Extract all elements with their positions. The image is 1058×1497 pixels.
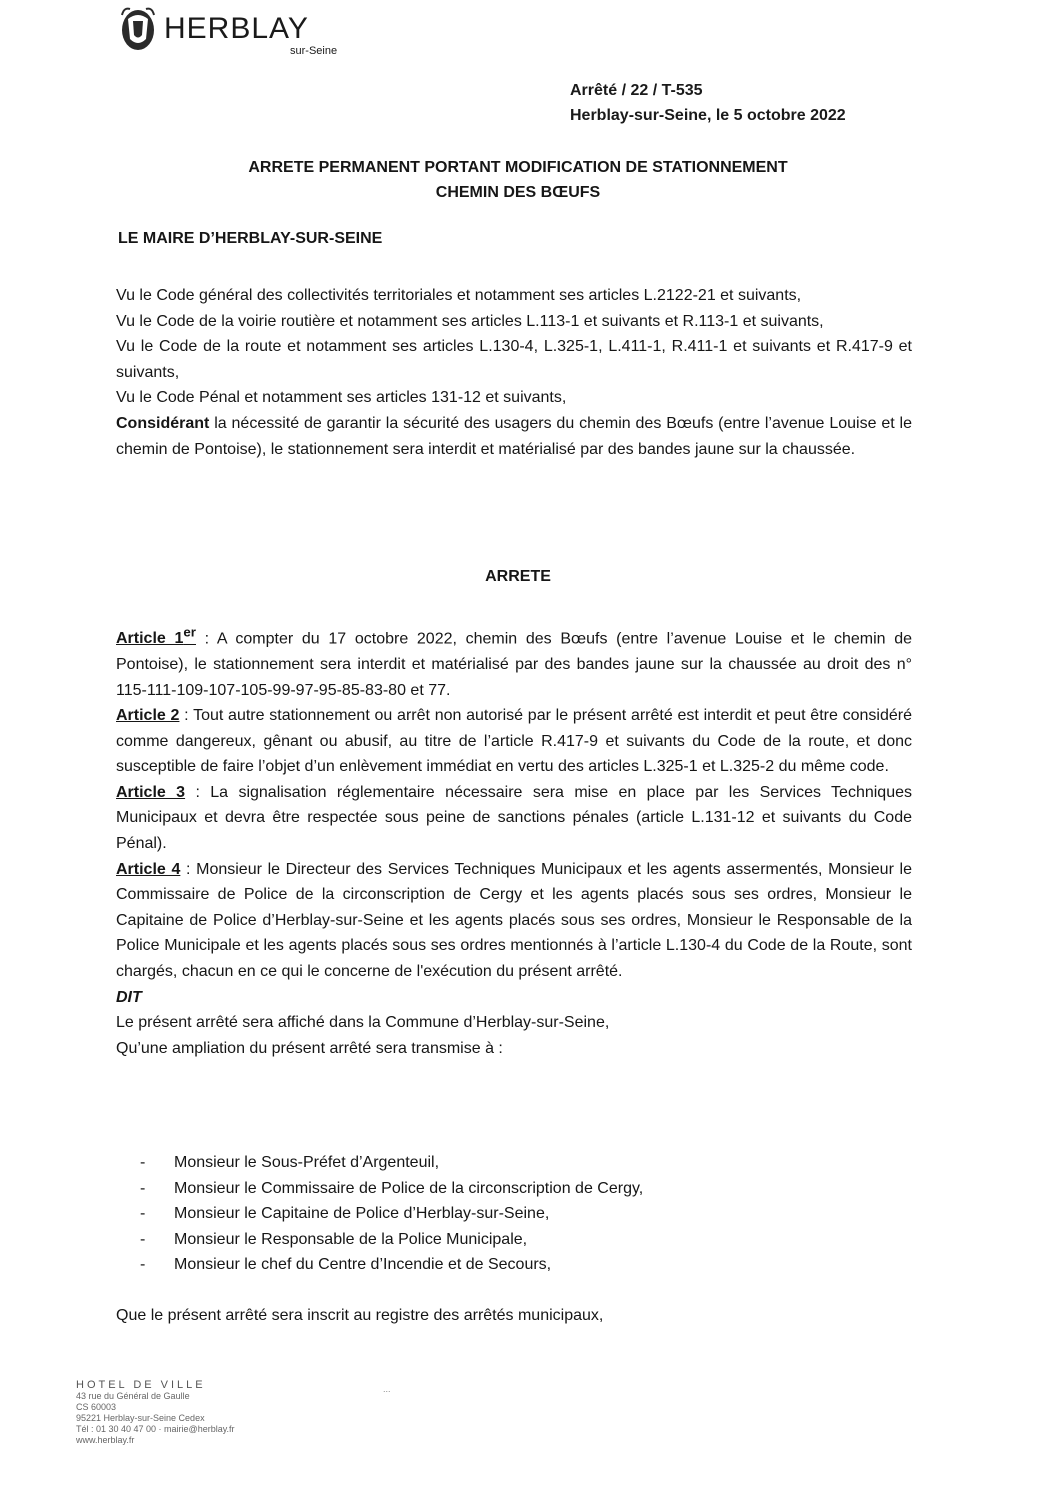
list-item: - Monsieur le Commissaire de Police de la circonscription de Cergy, <box>140 1179 644 1197</box>
article-text: : Monsieur le Directeur des Services Techniques Municipaux et les agents assermentés, Monsieur le Commissaire de Police de la circonscription de Cergy et les agents placés sous ses ordres, Monsieur le Capitaine de Police d’Herblay-sur-Seine et les agents placés sous ses ordres, Monsieur le Responsable de la Police Municipale et les agents placés sous ses ordres mentionnés à l’article L.130-4 du Code de la Route, sont chargés, chacun en ce qui le concerne de l'exécution du présent arrêté. <box>116 860 913 981</box>
considerant-label: Considérant <box>116 414 210 432</box>
recipients-list <box>140 1150 643 1278</box>
footer-line: www.herblay.fr <box>76 1435 135 1445</box>
dit-line-1: Le présent arrêté sera affiché dans la Commune d’Herblay-sur-Seine, <box>116 1014 610 1032</box>
title-line-2: CHEMIN DES BŒUFS <box>435 184 601 201</box>
decree-number: Arrêté / 22 / T-535 <box>570 82 703 99</box>
article-2 <box>116 703 912 780</box>
footer-line: Tél : 01 30 40 47 00 · mairie@herblay.fr <box>76 1424 235 1434</box>
footer-address <box>76 1380 235 1446</box>
town-logo <box>118 5 358 61</box>
visa-item: Vu le Code de la voirie routière et notamment ses articles L.113-1 et suivants et R.113-1 et suivants, <box>116 312 824 330</box>
article-4 <box>116 857 912 985</box>
articles-section <box>116 620 912 1061</box>
list-item: - Monsieur le Capitaine de Police d’Herblay-sur-Seine, <box>140 1205 550 1223</box>
dit-line-2: Qu’une ampliation du présent arrêté sera transmise à : <box>116 1039 503 1057</box>
visa-item: Vu le Code Pénal et notamment ses articles 131-12 et suivants, <box>116 389 567 407</box>
logo-subtitle: sur-Seine <box>290 45 338 57</box>
footer-line: 95221 Herblay-sur-Seine Cedex <box>76 1413 205 1423</box>
footer-separator: ... <box>383 1384 391 1394</box>
closing-statement: Que le présent arrêté sera inscrit au registre des arrêtés municipaux, <box>116 1307 604 1324</box>
article-label: Article 1er <box>116 625 196 648</box>
article-text: : Tout autre stationnement ou arrêt non autorisé par le présent arrêté est interdit et peut être considéré comme dangereux, gênant ou abusif, au titre de l’article R.417-9 et suivants du Code de la route, et donc susceptible de faire l’objet d’un enlèvement immédiat en vertu des articles L.325-1 et L.325-2 du même code. <box>116 707 912 776</box>
logo-name: HERBLAY <box>164 12 309 45</box>
title-line-1: ARRETE PERMANENT PORTANT MODIFICATION DE STATIONNEMENT <box>248 159 788 176</box>
town-emblem-icon <box>118 5 158 53</box>
decision-heading: ARRETE <box>485 568 551 585</box>
article-label: Article 4 <box>116 860 181 878</box>
issuing-authority: LE MAIRE D’HERBLAY-SUR-SEINE <box>118 230 383 247</box>
list-item: - Monsieur le Sous-Préfet d’Argenteuil, <box>140 1154 440 1171</box>
list-item: - Monsieur le chef du Centre d’Incendie et de Secours, <box>140 1256 552 1274</box>
reference-block <box>570 78 846 128</box>
footer-line: CS 60003 <box>76 1402 117 1412</box>
place-and-date: Herblay-sur-Seine, le 5 octobre 2022 <box>570 107 846 124</box>
considerant-paragraph <box>116 411 912 462</box>
legal-basis <box>116 283 912 462</box>
list-item: - Monsieur le Responsable de la Police Municipale, <box>140 1230 528 1248</box>
dit-label: DIT <box>116 988 142 1006</box>
footer-line: 43 rue du Général de Gaulle <box>76 1391 190 1401</box>
document-title <box>110 155 926 205</box>
footer-line: HOTEL DE VILLE <box>76 1379 206 1391</box>
article-label: Article 3 <box>116 783 186 801</box>
visa-item: Vu le Code de la route et notamment ses articles L.130-4, L.325-1, L.411-1, R.411-1 et suivants et R.417-9 et suivants, <box>116 338 912 381</box>
visa-item: Vu le Code général des collectivités territoriales et notamment ses articles L.2122-21 et suivants, <box>116 287 802 304</box>
article-1 <box>116 620 912 703</box>
article-text: : La signalisation réglementaire nécessaire sera mise en place par les Services Techniques Municipaux et devra être respectée sous peine de sanctions pénales (article L.131-12 et suivants du Code Pénal). <box>116 783 913 853</box>
article-text: : A compter du 17 octobre 2022, chemin des Bœufs (entre l’avenue Louise et le chemin de Pontoise), le stationnement sera interdit et matérialisé par des bandes jaune sur la chaussée au droit des n° 115-111-109-107-105-99-97-95-85-83-80 et 77. <box>116 630 913 699</box>
article-label: Article 2 <box>116 707 180 725</box>
article-3 <box>116 780 912 857</box>
considerant-text: la nécessité de garantir la sécurité des usagers du chemin des Bœufs (entre l’avenue Louise et le chemin de Pontoise), le stationnement sera interdit et matérialisé par des bandes jaune sur la chaussée. <box>116 414 912 458</box>
